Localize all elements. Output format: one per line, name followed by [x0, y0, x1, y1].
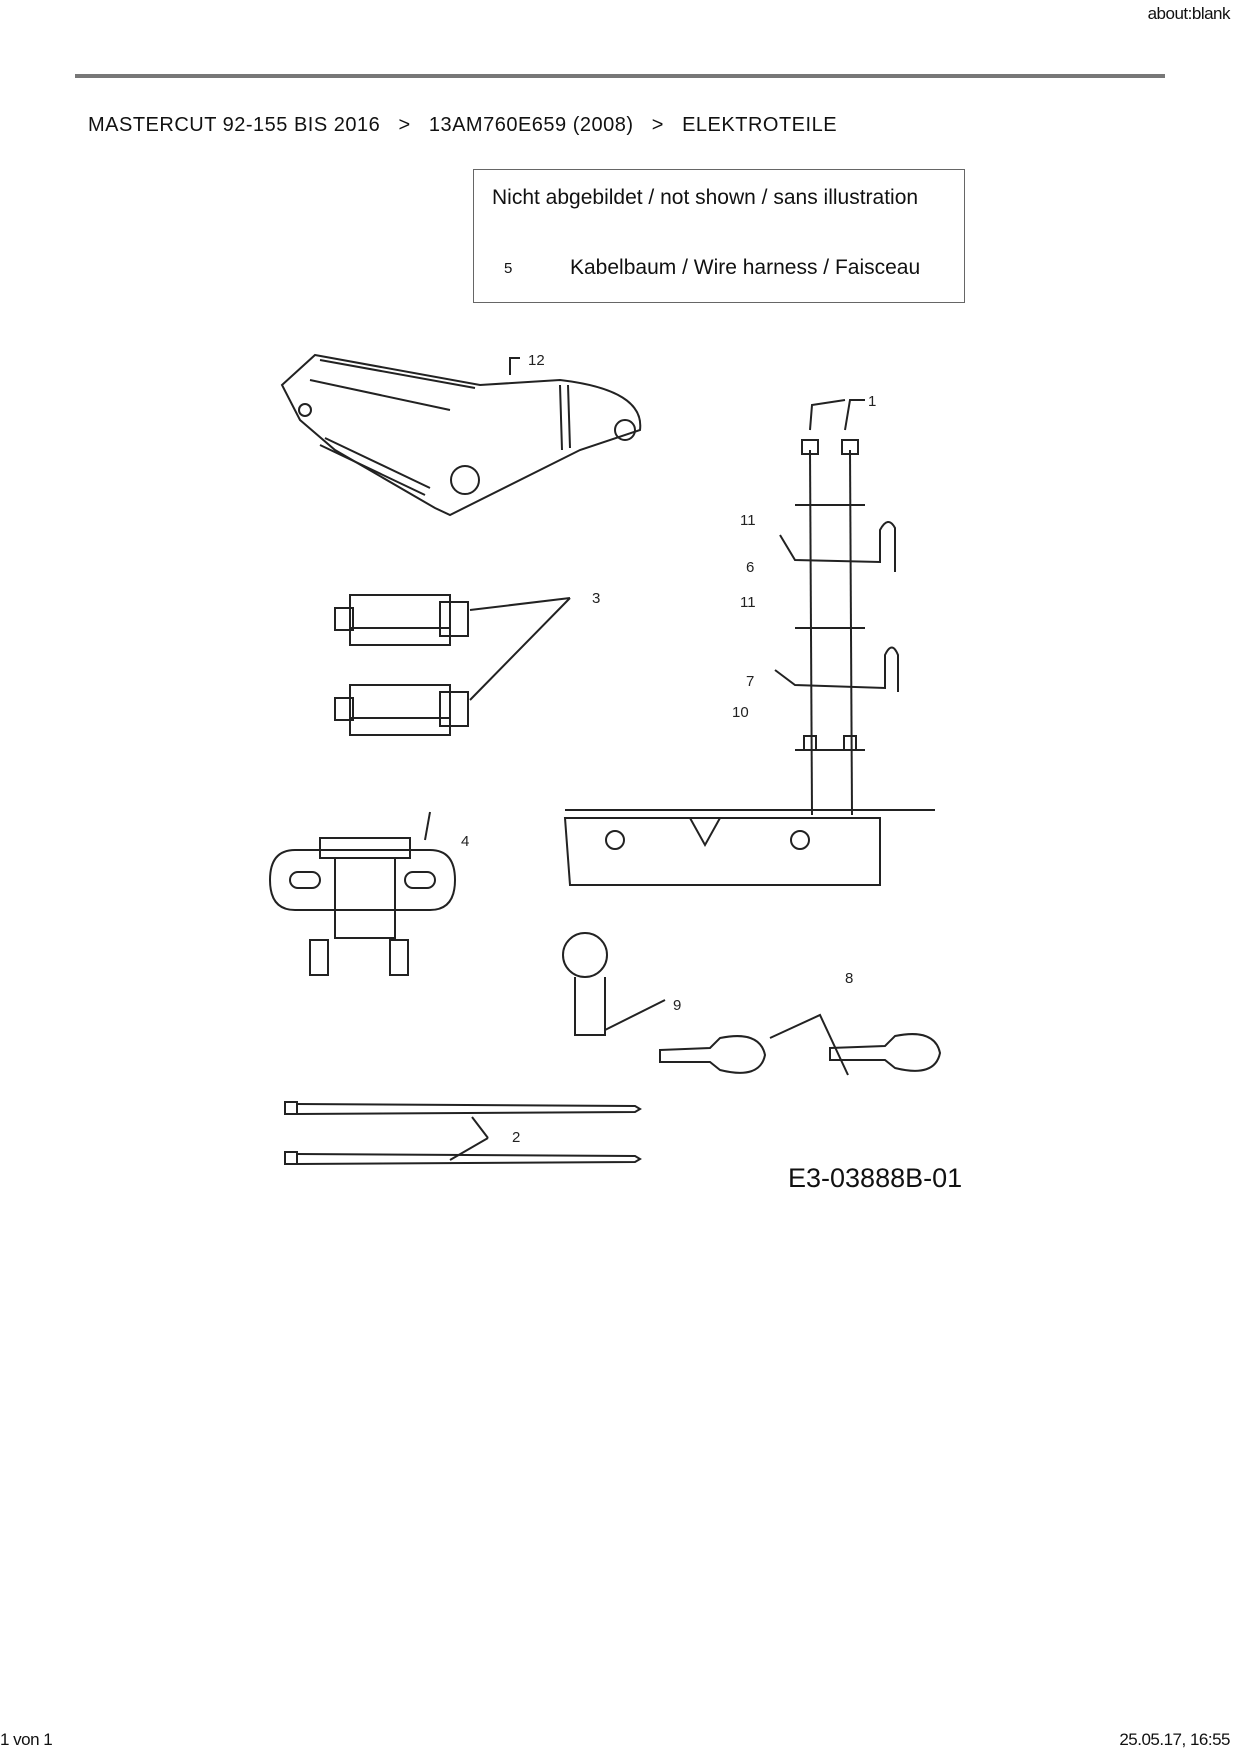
page-count: 1 von 1: [0, 1730, 53, 1749]
legend-title: Nicht abgebildet / not shown / sans illustration: [492, 186, 919, 209]
callout-7: 7: [746, 673, 755, 690]
legend-item-number: 5: [504, 260, 513, 277]
parts-diagram: [240, 310, 1000, 1210]
breadcrumb-item-variant[interactable]: 13AM760E659 (2008): [428, 114, 634, 136]
drawing-code: E3-03888B-01: [788, 1163, 963, 1193]
fuse-and-keys-part: [563, 933, 940, 1075]
callout-1: 1: [868, 393, 877, 410]
callout-11b: 11: [740, 594, 756, 611]
breadcrumb-item-model[interactable]: MASTERCUT 92-155 BIS 2016: [88, 114, 381, 136]
callout-4: 4: [461, 833, 470, 850]
bracket-part: [282, 355, 640, 515]
not-shown-legend: [473, 169, 965, 303]
breadcrumb-separator: >: [398, 114, 411, 136]
breadcrumb-separator: >: [651, 114, 664, 136]
switch-part: [335, 595, 570, 735]
callout-2: 2: [512, 1129, 521, 1146]
cable-tie-part: [285, 1102, 640, 1164]
header-divider: [75, 74, 1165, 78]
legend-item-text: Kabelbaum / Wire harness / Faisceau: [570, 256, 921, 279]
callout-9: 9: [673, 997, 682, 1014]
callout-10: 10: [732, 704, 749, 721]
ignition-switch-part: [270, 812, 455, 975]
callout-3: 3: [592, 590, 601, 607]
callout-6: 6: [746, 559, 755, 576]
breadcrumb-item-section: ELEKTROTEILE: [682, 114, 838, 136]
callout-11: 11: [740, 512, 756, 529]
breadcrumb: [88, 114, 837, 137]
browser-url: about:blank: [1147, 4, 1230, 23]
callout-8: 8: [845, 970, 854, 987]
safety-switch-stack: [565, 400, 935, 885]
callout-12: 12: [528, 352, 545, 369]
print-datetime: 25.05.17, 16:55: [1119, 1730, 1230, 1749]
